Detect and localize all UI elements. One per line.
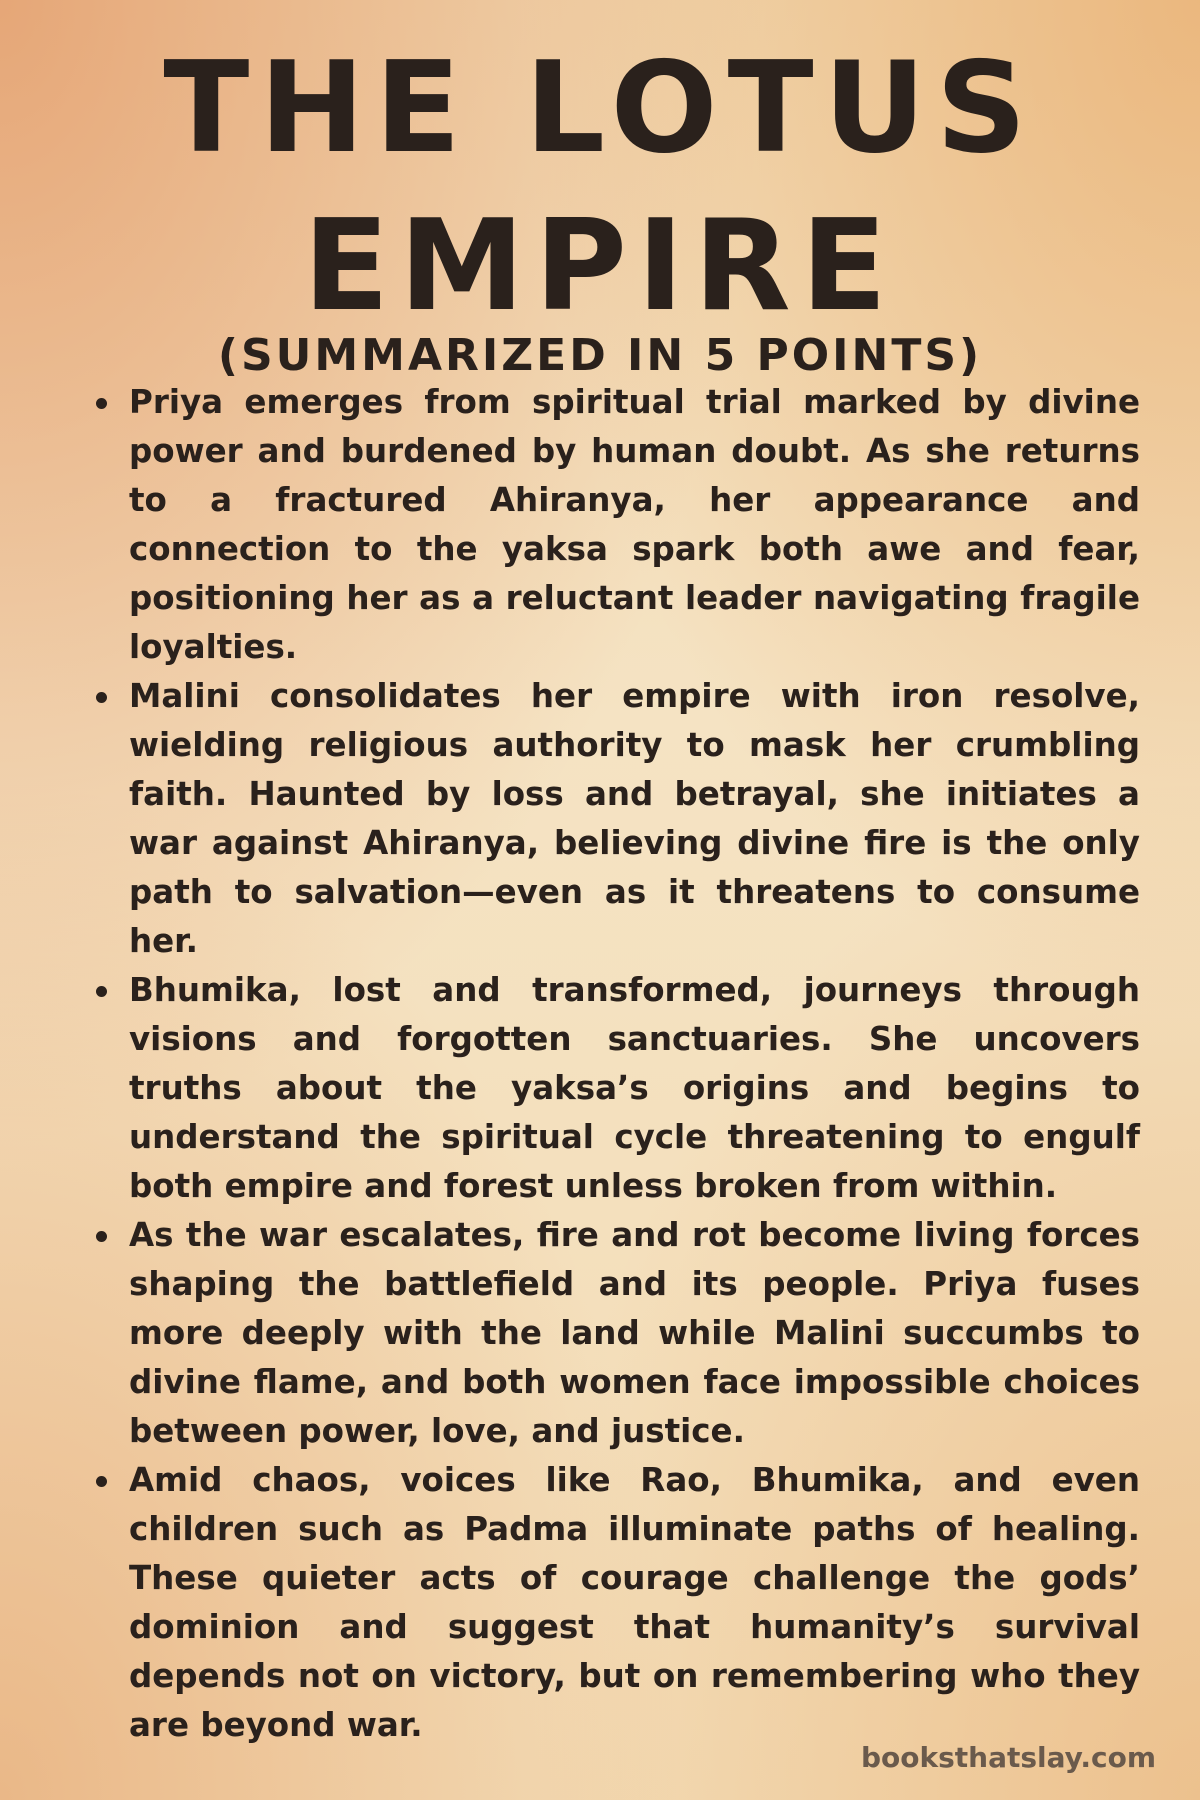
summary-point-4 [96, 1211, 1140, 1456]
bullet-icon [96, 1476, 107, 1487]
site-watermark: booksthatslay.com [860, 1741, 1156, 1774]
summary-point-2 [96, 672, 1140, 966]
title-line-2: EMPIRE [303, 192, 897, 339]
title-line-1: THE LOTUS [163, 34, 1037, 181]
bullet-icon [96, 1231, 107, 1242]
summary-point-text: Priya emerges from spiritual trial marked by divine power and burdened by human doubt. As she returns to a fractured Ahiranya, her appearance and connection to the yaksa spark both awe and fear, positioning her as a reluctant leader navigating fragile loyalties. [129, 383, 1140, 666]
summary-point-3 [96, 966, 1140, 1211]
summary-point-text: As the war escalates, fire and rot become living forces shaping the battlefield and its people. Priya fuses more deeply with the land while Malini succumbs to divine flame, and both women face impossible choices between power, love, and justice. [129, 1216, 1140, 1450]
summary-point-text: Amid chaos, voices like Rao, Bhumika, and even children such as Padma illuminate paths of healing. These quieter acts of courage challenge the gods’ dominion and suggest that humanity’s survival depends not on victory, but on remembering who they are beyond war. [129, 1461, 1140, 1744]
summary-point-text: Bhumika, lost and transformed, journeys through visions and forgotten sanctuaries. She uncovers truths about the yaksa’s origins and begins to understand the spiritual cycle threatening to engulf both empire and forest unless broken from within. [129, 971, 1140, 1205]
bullet-icon [96, 986, 107, 997]
summary-point-5 [96, 1456, 1140, 1750]
summary-point-text: Malini consolidates her empire with iron resolve, wielding religious authority to mask her crumbling faith. Haunted by loss and betrayal, she initiates a war against Ahiranya, believing divine fire is the only path to salvation—even as it threatens to consume her. [129, 677, 1140, 960]
summary-points-list [96, 378, 1140, 1750]
summary-point-1 [96, 378, 1140, 672]
subtitle: (SUMMARIZED IN 5 POINTS) [217, 330, 983, 381]
bullet-icon [96, 692, 107, 703]
bullet-icon [96, 398, 107, 409]
